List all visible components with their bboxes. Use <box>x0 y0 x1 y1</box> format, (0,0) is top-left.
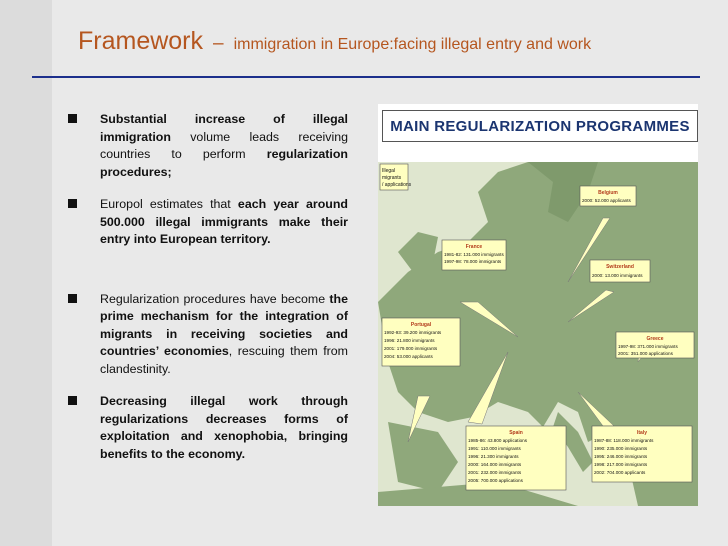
regularization-map-panel <box>378 104 698 506</box>
callout-greece-line: 1997-98: 371.000 immigrants <box>618 344 678 349</box>
callout-spain-line: 2000: 164.000 immigrants <box>468 462 522 467</box>
callout-italy-title: Italy <box>636 430 648 436</box>
map-header-label: MAIN REGULARIZATION PROGRAMMES <box>390 117 690 135</box>
callout-spain-line: 1996: 21.300 immigrants <box>468 454 519 459</box>
callout-italy-line: 2002: 704.000 applicants <box>594 470 646 475</box>
callout-italy-line: 1998: 217.000 immigrants <box>594 462 648 467</box>
callout-spain-line: 1991: 110.000 immigrants <box>468 446 521 451</box>
bullet-marker-icon <box>68 396 77 405</box>
bullet-run: Substantial increase of illegal immigration <box>100 112 348 144</box>
bullet-run: volume leads receiving countries to perform <box>100 129 348 161</box>
bullet-run: Regularization procedures have become <box>100 291 330 306</box>
left-decor-band <box>0 0 52 546</box>
bullet-run: , rescuing them from clandestinity. <box>100 344 348 376</box>
callout-italy-line: 1990: 235.000 immigrants <box>594 446 648 451</box>
callout-portugal-line: 1992-93: 39.200 immigrants <box>384 330 442 335</box>
legend-line: Illegal <box>382 168 396 174</box>
title-main: Framework <box>78 27 204 55</box>
bullet-marker-icon <box>68 114 77 123</box>
legend-line: / applications <box>382 182 412 188</box>
callout-portugal-line: 2004: 53.000 applicants <box>384 354 433 359</box>
europe-map <box>378 162 698 506</box>
title-subtitle: immigration in Europe:facing illegal entry and work <box>233 36 592 53</box>
callout-france-line: 1997-98: 78.000 immigrants <box>444 259 502 264</box>
callout-portugal-title: Portugal <box>410 322 432 328</box>
bullet-run: Europol estimates that <box>100 197 238 211</box>
callout-spain-line: 2005: 700.000 applications <box>468 478 523 483</box>
callout-italy-line: 1987-88: 118.000 immigrants <box>594 438 654 443</box>
callout-spain-title: Spain <box>509 430 523 436</box>
callout-belgium-line: 2000: 52.000 applicants <box>582 198 631 203</box>
bullet-run: the prime mechanism for the integration of migrants in receiving societies and countries’ economies <box>100 291 348 358</box>
bullet-run: regularization procedures; <box>100 147 348 179</box>
callout-greece-line: 2001: 351.000 applications <box>618 351 673 356</box>
slide-title <box>78 27 591 56</box>
bullet-run: each year around 500.000 illegal immigrants make their entry into European territory. <box>100 197 348 246</box>
callout-portugal-line: 1996: 21.800 immigrants <box>384 338 435 343</box>
callout-belgium-title: Belgium <box>598 190 618 196</box>
bullet-marker-icon <box>68 199 77 208</box>
bullet-item <box>68 196 348 249</box>
legend-line: migrants <box>382 175 402 181</box>
callout-greece-title: Greece <box>646 336 664 342</box>
bullet-list <box>68 111 348 463</box>
bullet-item <box>68 393 348 463</box>
bullet-run: Decreasing illegal work through regularizations decreases forms of exploitation and xenophobia, bringing benefits to the economy. <box>100 394 348 461</box>
callout-portugal-line: 2001: 179.000 immigrants <box>384 346 438 351</box>
callout-spain-line: 2001: 232.000 immigrants <box>468 470 522 475</box>
bullet-item <box>68 291 348 379</box>
map-header <box>382 110 698 142</box>
callout-italy-line: 1995: 246.000 immigrants <box>594 454 648 459</box>
callout-belgium <box>580 186 636 206</box>
title-dash: – <box>213 33 224 54</box>
bullet-marker-icon <box>68 294 77 303</box>
callout-france-title: France <box>465 244 483 250</box>
bullet-item <box>68 111 348 181</box>
callout-switzerland-title: Switzerland <box>606 264 634 270</box>
title-rule <box>32 76 700 78</box>
callout-france-line: 1981-82: 131.000 immigrants <box>444 252 504 257</box>
callout-switzerland-line: 2000: 13.000 immigrants <box>592 273 643 278</box>
callout-spain-line: 1985-86: 43.800 applications <box>468 438 527 443</box>
